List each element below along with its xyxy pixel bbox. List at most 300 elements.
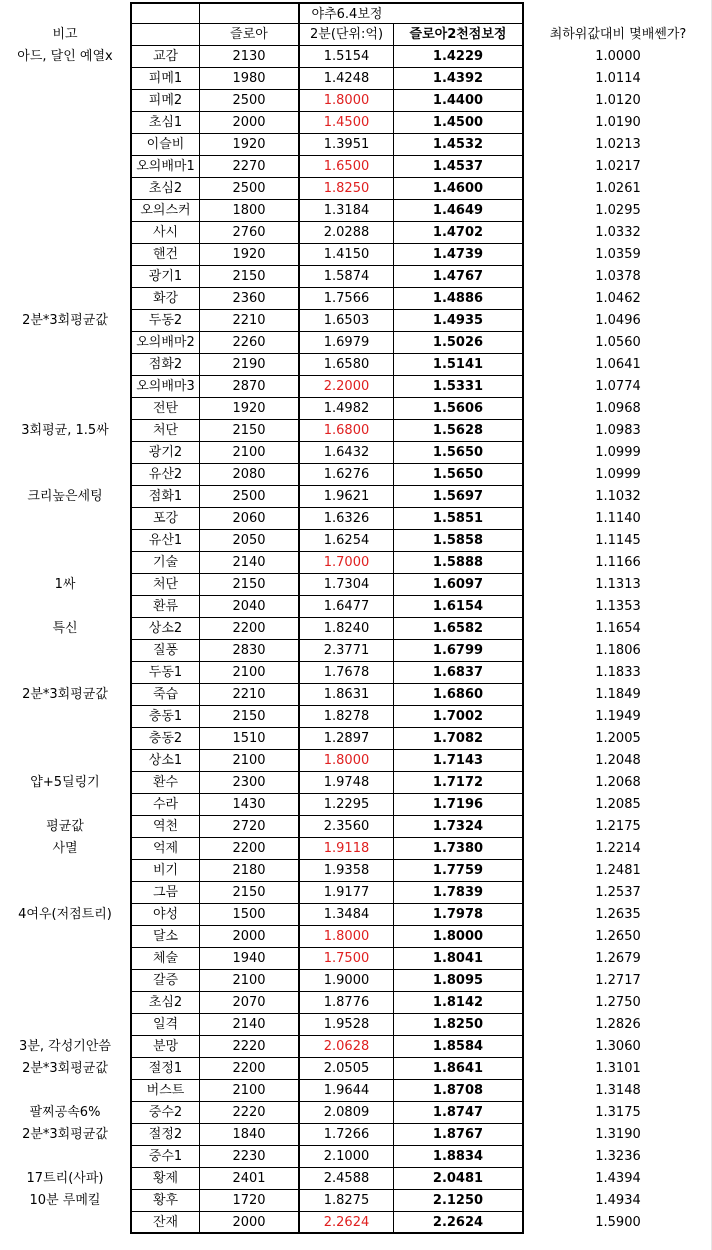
name-cell: 분망	[130, 1036, 200, 1058]
val-cell: 1.7678	[300, 662, 394, 684]
ratio-cell: 1.1949	[595, 709, 641, 724]
adj-cell: 1.4702	[394, 222, 524, 244]
name-cell: 질풍	[130, 640, 200, 662]
name-cell: 수라	[130, 794, 200, 816]
ratio-cell: 1.3148	[595, 1083, 641, 1098]
header-row-top	[0, 2, 712, 24]
table-row	[0, 1168, 712, 1190]
ratio-cell: 1.2214	[595, 841, 641, 856]
note-cell: 얍+5딜링기	[30, 775, 100, 790]
adj-cell: 1.5331	[394, 376, 524, 398]
ratio-cell: 1.3190	[595, 1127, 641, 1142]
table-row	[0, 1102, 712, 1124]
header-row	[0, 24, 712, 46]
note-cell	[0, 90, 130, 112]
name-cell: 처단	[130, 420, 200, 442]
adj-cell: 1.4739	[394, 244, 524, 266]
ratio-cell: 1.0000	[595, 49, 641, 64]
adj-cell: 1.8767	[394, 1124, 524, 1146]
table-row	[0, 398, 712, 420]
ratio-cell: 1.2537	[595, 885, 641, 900]
note-cell	[0, 750, 130, 772]
stat-cell: 2270	[200, 156, 300, 178]
table-row	[0, 794, 712, 816]
table-row	[0, 728, 712, 750]
val-cell: 1.6432	[300, 442, 394, 464]
note-cell	[0, 508, 130, 530]
adj-cell: 1.4935	[394, 310, 524, 332]
name-cell: 갈증	[130, 970, 200, 992]
name-cell: 달소	[130, 926, 200, 948]
adj-cell: 1.4392	[394, 68, 524, 90]
name-cell: 버스트	[130, 1080, 200, 1102]
stat-cell: 2150	[200, 882, 300, 904]
note-cell	[0, 222, 130, 244]
adj-cell: 1.6799	[394, 640, 524, 662]
note-cell	[0, 112, 130, 134]
name-cell: 잔재	[130, 1212, 200, 1234]
name-cell: 황제	[130, 1168, 200, 1190]
name-cell: 초심1	[130, 112, 200, 134]
val-cell: 1.8250	[300, 178, 394, 200]
ratio-cell: 1.1032	[595, 489, 641, 504]
val-cell: 1.8776	[300, 992, 394, 1014]
stat-cell: 2260	[200, 332, 300, 354]
val-cell: 1.8278	[300, 706, 394, 728]
stat-cell: 2210	[200, 684, 300, 706]
ratio-cell: 1.3236	[595, 1149, 641, 1164]
adj-cell: 1.6582	[394, 618, 524, 640]
note-cell	[0, 882, 130, 904]
name-cell: 오의배마3	[130, 376, 200, 398]
ratio-cell: 1.0295	[595, 203, 641, 218]
header-ratio: 최하위값대비 몇배쎈가?	[549, 27, 687, 42]
ratio-cell: 1.1313	[595, 577, 641, 592]
adj-cell: 1.5888	[394, 552, 524, 574]
val-cell: 2.2000	[300, 376, 394, 398]
val-cell: 1.4150	[300, 244, 394, 266]
ratio-cell: 1.2826	[595, 1017, 641, 1032]
val-cell: 1.2897	[300, 728, 394, 750]
adj-cell: 1.8000	[394, 926, 524, 948]
ratio-cell: 1.0999	[595, 467, 641, 482]
stat-cell: 2150	[200, 706, 300, 728]
stat-cell: 2300	[200, 772, 300, 794]
header-note: 비고	[52, 27, 78, 42]
note-cell: 4여우(저점트리)	[18, 907, 112, 922]
ratio-cell: 1.2085	[595, 797, 641, 812]
name-cell: 오의배마2	[130, 332, 200, 354]
note-cell: 팔찌공속6%	[29, 1105, 101, 1120]
stat-cell: 2720	[200, 816, 300, 838]
val-cell: 1.6477	[300, 596, 394, 618]
val-cell: 1.9748	[300, 772, 394, 794]
note-cell	[0, 1080, 130, 1102]
stat-cell: 2000	[200, 926, 300, 948]
stat-cell: 2180	[200, 860, 300, 882]
stat-cell: 2150	[200, 420, 300, 442]
name-cell: 야성	[130, 904, 200, 926]
stat-cell: 2150	[200, 574, 300, 596]
val-cell: 2.0809	[300, 1102, 394, 1124]
ratio-cell: 1.4934	[595, 1193, 641, 1208]
adj-cell: 1.5141	[394, 354, 524, 376]
ratio-cell: 1.2068	[595, 775, 641, 790]
note-cell	[0, 970, 130, 992]
table-row	[0, 1124, 712, 1146]
name-cell: 오의배마1	[130, 156, 200, 178]
val-cell: 1.6580	[300, 354, 394, 376]
table-row	[0, 332, 712, 354]
val-cell: 1.6979	[300, 332, 394, 354]
val-cell: 1.6500	[300, 156, 394, 178]
ratio-cell: 1.5900	[595, 1215, 641, 1230]
adj-cell: 1.6860	[394, 684, 524, 706]
adj-cell: 1.7324	[394, 816, 524, 838]
table-row	[0, 244, 712, 266]
table-row	[0, 46, 712, 68]
note-cell	[0, 68, 130, 90]
note-cell	[0, 596, 130, 618]
val-cell: 2.3771	[300, 640, 394, 662]
stat-cell: 1720	[200, 1190, 300, 1212]
stat-cell: 1500	[200, 904, 300, 926]
adj-cell: 1.5650	[394, 464, 524, 486]
val-cell: 1.9621	[300, 486, 394, 508]
table-row	[0, 178, 712, 200]
name-cell: 중수2	[130, 1102, 200, 1124]
adj-cell: 1.4532	[394, 134, 524, 156]
table-row	[0, 222, 712, 244]
table-row	[0, 838, 712, 860]
table-row	[0, 420, 712, 442]
note-cell	[0, 156, 130, 178]
table-row	[0, 266, 712, 288]
stat-cell: 2870	[200, 376, 300, 398]
note-cell	[0, 376, 130, 398]
note-cell: 평균값	[46, 819, 84, 834]
name-cell: 이슬비	[130, 134, 200, 156]
note-cell	[0, 1014, 130, 1036]
table-row	[0, 134, 712, 156]
header-name	[130, 24, 200, 46]
note-cell	[0, 1146, 130, 1168]
note-cell	[0, 1212, 130, 1234]
ratio-cell: 1.0983	[595, 423, 641, 438]
name-cell: 일격	[130, 1014, 200, 1036]
name-cell: 환류	[130, 596, 200, 618]
note-cell	[0, 200, 130, 222]
ratio-cell: 1.0332	[595, 225, 641, 240]
stat-cell: 2100	[200, 1080, 300, 1102]
name-cell: 비기	[130, 860, 200, 882]
ratio-cell: 1.0213	[595, 137, 641, 152]
stat-cell: 2000	[200, 112, 300, 134]
val-cell: 1.8275	[300, 1190, 394, 1212]
adj-cell: 1.7196	[394, 794, 524, 816]
ratio-cell: 1.3060	[595, 1039, 641, 1054]
stat-cell: 1510	[200, 728, 300, 750]
stat-cell: 2140	[200, 1014, 300, 1036]
ratio-cell: 1.0120	[595, 93, 641, 108]
note-cell	[0, 464, 130, 486]
ratio-cell: 1.2717	[595, 973, 641, 988]
val-cell: 1.4982	[300, 398, 394, 420]
table-row	[0, 288, 712, 310]
table-row	[0, 464, 712, 486]
adj-cell: 1.6837	[394, 662, 524, 684]
stat-cell: 1800	[200, 200, 300, 222]
name-cell: 교감	[130, 46, 200, 68]
stat-cell: 1840	[200, 1124, 300, 1146]
note-cell	[0, 244, 130, 266]
ratio-cell: 1.2175	[595, 819, 641, 834]
name-cell: 기술	[130, 552, 200, 574]
note-cell	[0, 178, 130, 200]
adj-cell: 1.7380	[394, 838, 524, 860]
adj-cell: 1.4500	[394, 112, 524, 134]
val-cell: 1.7266	[300, 1124, 394, 1146]
adj-cell: 1.5858	[394, 530, 524, 552]
name-cell: 전탄	[130, 398, 200, 420]
val-cell: 1.9177	[300, 882, 394, 904]
ratio-cell: 1.1353	[595, 599, 641, 614]
adj-cell: 1.7839	[394, 882, 524, 904]
val-cell: 1.8240	[300, 618, 394, 640]
name-cell: 화강	[130, 288, 200, 310]
adj-cell: 1.7082	[394, 728, 524, 750]
stat-cell: 2230	[200, 1146, 300, 1168]
table-row	[0, 684, 712, 706]
stat-cell: 2050	[200, 530, 300, 552]
ratio-cell: 1.0774	[595, 379, 641, 394]
ratio-cell: 1.0560	[595, 335, 641, 350]
name-cell: 죽습	[130, 684, 200, 706]
ratio-cell: 1.2635	[595, 907, 641, 922]
val-cell: 1.9118	[300, 838, 394, 860]
stat-cell: 2401	[200, 1168, 300, 1190]
name-cell: 절정2	[130, 1124, 200, 1146]
ratio-cell: 1.0114	[595, 71, 641, 86]
table-row	[0, 904, 712, 926]
note-cell: 2분*3회평균값	[22, 313, 108, 328]
table-row	[0, 860, 712, 882]
table-row	[0, 112, 712, 134]
table-row	[0, 970, 712, 992]
header-val: 2분(단위:억)	[300, 24, 394, 46]
stat-cell: 2500	[200, 90, 300, 112]
ratio-cell: 1.1833	[595, 665, 641, 680]
val-cell: 1.8000	[300, 750, 394, 772]
stat-cell: 1980	[200, 68, 300, 90]
val-cell: 1.5154	[300, 46, 394, 68]
val-cell: 2.0288	[300, 222, 394, 244]
adj-cell: 1.5628	[394, 420, 524, 442]
note-cell	[0, 948, 130, 970]
ratio-cell: 1.1806	[595, 643, 641, 658]
note-cell	[0, 530, 130, 552]
table-row	[0, 376, 712, 398]
adj-cell: 1.8095	[394, 970, 524, 992]
ratio-cell: 1.0378	[595, 269, 641, 284]
stat-cell: 2500	[200, 178, 300, 200]
note-cell	[0, 354, 130, 376]
ratio-cell: 1.0217	[595, 159, 641, 174]
adj-cell: 1.8584	[394, 1036, 524, 1058]
ratio-cell: 1.2679	[595, 951, 641, 966]
adj-cell: 1.7978	[394, 904, 524, 926]
val-cell: 1.3184	[300, 200, 394, 222]
table-row	[0, 310, 712, 332]
val-cell: 1.8631	[300, 684, 394, 706]
stat-cell: 2500	[200, 486, 300, 508]
note-cell	[0, 662, 130, 684]
note-cell: 2분*3회평균값	[22, 1061, 108, 1076]
name-cell: 황후	[130, 1190, 200, 1212]
ratio-cell: 1.3101	[595, 1061, 641, 1076]
ratio-cell: 1.0190	[595, 115, 641, 130]
table-row	[0, 1036, 712, 1058]
stat-cell: 2140	[200, 552, 300, 574]
note-cell: 특신	[52, 621, 78, 636]
note-cell	[0, 442, 130, 464]
note-cell	[0, 926, 130, 948]
name-cell: 핸건	[130, 244, 200, 266]
ratio-cell: 1.3175	[595, 1105, 641, 1120]
name-cell: 오의스커	[130, 200, 200, 222]
note-cell: 17트리(사파)	[26, 1171, 104, 1186]
stat-cell: 2360	[200, 288, 300, 310]
name-cell: 환수	[130, 772, 200, 794]
table-row	[0, 596, 712, 618]
stat-cell: 2190	[200, 354, 300, 376]
table-row	[0, 926, 712, 948]
ratio-cell: 1.0999	[595, 445, 641, 460]
val-cell: 2.0628	[300, 1036, 394, 1058]
adj-cell: 1.6154	[394, 596, 524, 618]
adj-cell: 1.4400	[394, 90, 524, 112]
val-cell: 1.6800	[300, 420, 394, 442]
stat-cell: 2100	[200, 750, 300, 772]
stat-cell: 2000	[200, 1212, 300, 1234]
note-cell	[0, 860, 130, 882]
adj-cell: 1.5851	[394, 508, 524, 530]
adj-cell: 1.8708	[394, 1080, 524, 1102]
note-cell: 크리높은세팅	[27, 489, 103, 504]
name-cell: 두동2	[130, 310, 200, 332]
stat-cell: 1940	[200, 948, 300, 970]
note-cell: 1싸	[54, 577, 76, 592]
table-row	[0, 574, 712, 596]
name-cell: 두동1	[130, 662, 200, 684]
adj-cell: 1.8641	[394, 1058, 524, 1080]
table-row	[0, 530, 712, 552]
table-row	[0, 618, 712, 640]
table-row	[0, 68, 712, 90]
note-cell: 2분*3회평균값	[22, 687, 108, 702]
ratio-cell: 1.1849	[595, 687, 641, 702]
table-row	[0, 90, 712, 112]
adj-cell: 1.4229	[394, 46, 524, 68]
name-cell: 유산2	[130, 464, 200, 486]
val-cell: 1.9644	[300, 1080, 394, 1102]
stat-cell: 2130	[200, 46, 300, 68]
val-cell: 1.3484	[300, 904, 394, 926]
name-cell: 광기2	[130, 442, 200, 464]
name-cell: 중수1	[130, 1146, 200, 1168]
name-cell: 충동1	[130, 706, 200, 728]
adj-cell: 1.4600	[394, 178, 524, 200]
name-cell: 역천	[130, 816, 200, 838]
stat-cell: 2080	[200, 464, 300, 486]
val-cell: 1.8000	[300, 926, 394, 948]
note-cell	[0, 332, 130, 354]
table-row	[0, 1058, 712, 1080]
stat-cell: 2200	[200, 618, 300, 640]
name-cell: 절정1	[130, 1058, 200, 1080]
note-cell	[0, 552, 130, 574]
val-cell: 2.4588	[300, 1168, 394, 1190]
adj-cell: 1.8041	[394, 948, 524, 970]
stat-cell: 2200	[200, 1058, 300, 1080]
adj-cell: 1.7002	[394, 706, 524, 728]
name-cell: 체술	[130, 948, 200, 970]
ratio-cell: 1.4394	[595, 1171, 641, 1186]
stat-cell: 2100	[200, 442, 300, 464]
table-row	[0, 1190, 712, 1212]
name-cell: 처단	[130, 574, 200, 596]
val-cell: 2.3560	[300, 816, 394, 838]
note-cell	[0, 706, 130, 728]
adj-cell: 1.5650	[394, 442, 524, 464]
table-row	[0, 948, 712, 970]
table-row	[0, 816, 712, 838]
stat-cell: 2100	[200, 970, 300, 992]
adj-cell: 1.4537	[394, 156, 524, 178]
name-cell: 점화2	[130, 354, 200, 376]
adj-cell: 1.5606	[394, 398, 524, 420]
name-cell: 초심2	[130, 992, 200, 1014]
adj-cell: 1.8747	[394, 1102, 524, 1124]
val-cell: 1.4500	[300, 112, 394, 134]
note-cell: 아드, 달인 예열x	[17, 49, 113, 64]
note-cell: 2분*3회평균값	[22, 1127, 108, 1142]
stat-cell: 1920	[200, 398, 300, 420]
table-row	[0, 354, 712, 376]
val-cell: 1.6503	[300, 310, 394, 332]
val-cell: 2.2624	[300, 1212, 394, 1234]
stat-cell: 2060	[200, 508, 300, 530]
ratio-cell: 1.2650	[595, 929, 641, 944]
ratio-cell: 1.1145	[595, 533, 641, 548]
ratio-cell: 1.2048	[595, 753, 641, 768]
table-row	[0, 640, 712, 662]
table-row	[0, 1080, 712, 1102]
val-cell: 1.6254	[300, 530, 394, 552]
table-row	[0, 200, 712, 222]
table-row	[0, 1212, 712, 1234]
table-row	[0, 508, 712, 530]
table-row	[0, 486, 712, 508]
header-stat: 즐로아	[200, 24, 300, 46]
header-blank-cell	[130, 2, 200, 24]
adj-cell: 1.8834	[394, 1146, 524, 1168]
note-cell: 10분 루메킬	[29, 1193, 101, 1208]
adj-cell: 1.6097	[394, 574, 524, 596]
val-cell: 2.1000	[300, 1146, 394, 1168]
note-cell: 3분, 각성기안씀	[19, 1039, 111, 1054]
name-cell: 포강	[130, 508, 200, 530]
